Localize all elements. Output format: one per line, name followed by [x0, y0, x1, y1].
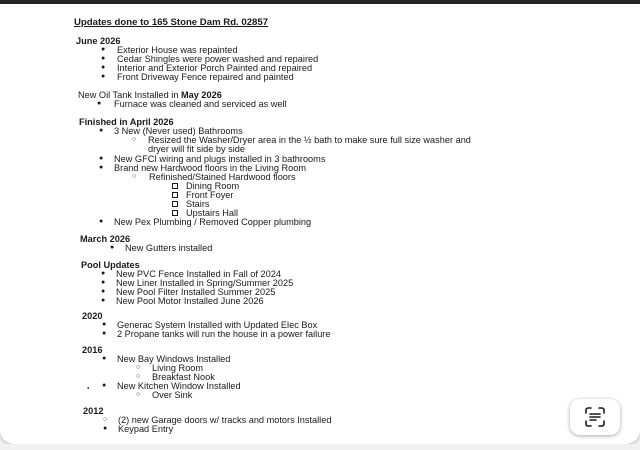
square-bullet-icon: [172, 210, 178, 216]
bottom-bar: [0, 444, 640, 450]
circle-bullet-icon: ○: [136, 373, 141, 380]
stray-mark-icon: ●: [87, 385, 90, 390]
list-item: Brand new Hardwood floors in the Living Room: [114, 163, 307, 173]
heading-date: May 2026: [180, 90, 222, 100]
list-item: New Pex Plumbing / Removed Copper plumbing: [114, 217, 312, 227]
list-item: Front Driveway Fence repaired and painted: [117, 72, 294, 82]
list-item: Generac System Installed with Updated Elec Box: [117, 320, 318, 330]
section-heading: June 2026: [76, 36, 121, 46]
list-item: Interior and Exterior Porch Painted and repaired: [117, 63, 313, 73]
bullet-icon: ●: [102, 382, 107, 389]
bullet-icon: ●: [102, 355, 107, 362]
bullet-icon: ●: [97, 100, 102, 107]
list-item: Keypad Entry: [118, 424, 174, 434]
list-item: New Pool Motor Installed June 2026: [116, 296, 264, 306]
list-item: Resized the Washer/Dryer area in the ½ bath to make sure full size washer and: [148, 135, 471, 145]
list-item: New Pool Filter Installed Summer 2025: [116, 287, 276, 297]
bullet-icon: ●: [101, 279, 106, 286]
list-item: Breakfast Nook: [152, 372, 215, 382]
list-item: Dining Room: [186, 181, 240, 191]
list-item: Cedar Shingles were power washed and repaired: [117, 54, 319, 64]
circle-bullet-icon: ○: [132, 136, 137, 143]
square-bullet-icon: [172, 183, 178, 189]
text-scan-button[interactable]: [570, 399, 620, 435]
section-heading: 2020: [82, 311, 103, 321]
bullet-icon: ●: [101, 288, 106, 295]
bullet-icon: ●: [101, 73, 106, 80]
section-heading: 2012: [83, 406, 104, 416]
list-item: Refinished/Stained Hardwood floors: [149, 172, 296, 182]
circle-bullet-icon: ○: [136, 364, 141, 371]
document-title: Updates done to 165 Stone Dam Rd. 02857: [74, 17, 269, 28]
document: [0, 4, 640, 444]
list-item: New GFCI wiring and plugs installed in 3 bathrooms: [114, 154, 326, 164]
section-heading: Finished in April 2026: [79, 117, 174, 127]
bullet-icon: ●: [99, 155, 104, 162]
list-item: Furnace was cleaned and serviced as well: [114, 99, 287, 109]
bullet-icon: ●: [99, 218, 104, 225]
document-page: [0, 4, 640, 444]
circle-bullet-icon: ○: [136, 391, 141, 398]
list-item: Over Sink: [152, 390, 193, 400]
list-item: Upstairs Hall: [186, 208, 239, 218]
list-item: New Bay Windows Installed: [117, 354, 231, 364]
bullet-icon: ●: [99, 127, 104, 134]
section-heading: 2016: [82, 345, 103, 355]
circle-bullet-icon: ○: [103, 416, 108, 423]
square-bullet-icon: [172, 201, 178, 207]
bullet-icon: ●: [102, 330, 107, 337]
list-item: Exterior House was repainted: [117, 45, 238, 55]
list-item: New Kitchen Window Installed: [117, 381, 241, 391]
bullet-icon: ●: [101, 297, 106, 304]
list-item: 3 New (Never used) Bathrooms: [114, 126, 243, 136]
list-item: New Gutters installed: [125, 243, 213, 253]
bullet-icon: ●: [101, 46, 106, 53]
bullet-icon: ●: [101, 64, 106, 71]
list-item: 2 Propane tanks will run the house in a power failure: [117, 329, 331, 339]
list-item: New Liner Installed in Spring/Summer 2025: [116, 278, 294, 288]
square-bullet-icon: [172, 192, 178, 198]
list-item: (2) new Garage doors w/ tracks and motors Installed: [118, 415, 332, 425]
circle-bullet-icon: ○: [132, 173, 137, 180]
bullet-icon: ●: [101, 270, 106, 277]
section-heading: Pool Updates: [81, 260, 140, 270]
bullet-icon: ●: [99, 164, 104, 171]
heading-prefix: New Oil Tank Installed in: [78, 90, 181, 100]
bullet-icon: ●: [101, 55, 106, 62]
list-item: Stairs: [186, 199, 210, 209]
list-item-continued: dryer will fit side by side: [148, 144, 246, 154]
bullet-icon: ●: [102, 321, 107, 328]
section-heading: March 2026: [80, 234, 131, 244]
bullet-icon: ●: [103, 425, 108, 432]
list-item: Living Room: [152, 363, 204, 373]
list-item: New PVC Fence Installed in Fall of 2024: [116, 269, 281, 279]
text-scan-icon: [584, 406, 606, 428]
list-item: Front Foyer: [186, 190, 234, 200]
bullet-icon: ●: [110, 244, 115, 251]
